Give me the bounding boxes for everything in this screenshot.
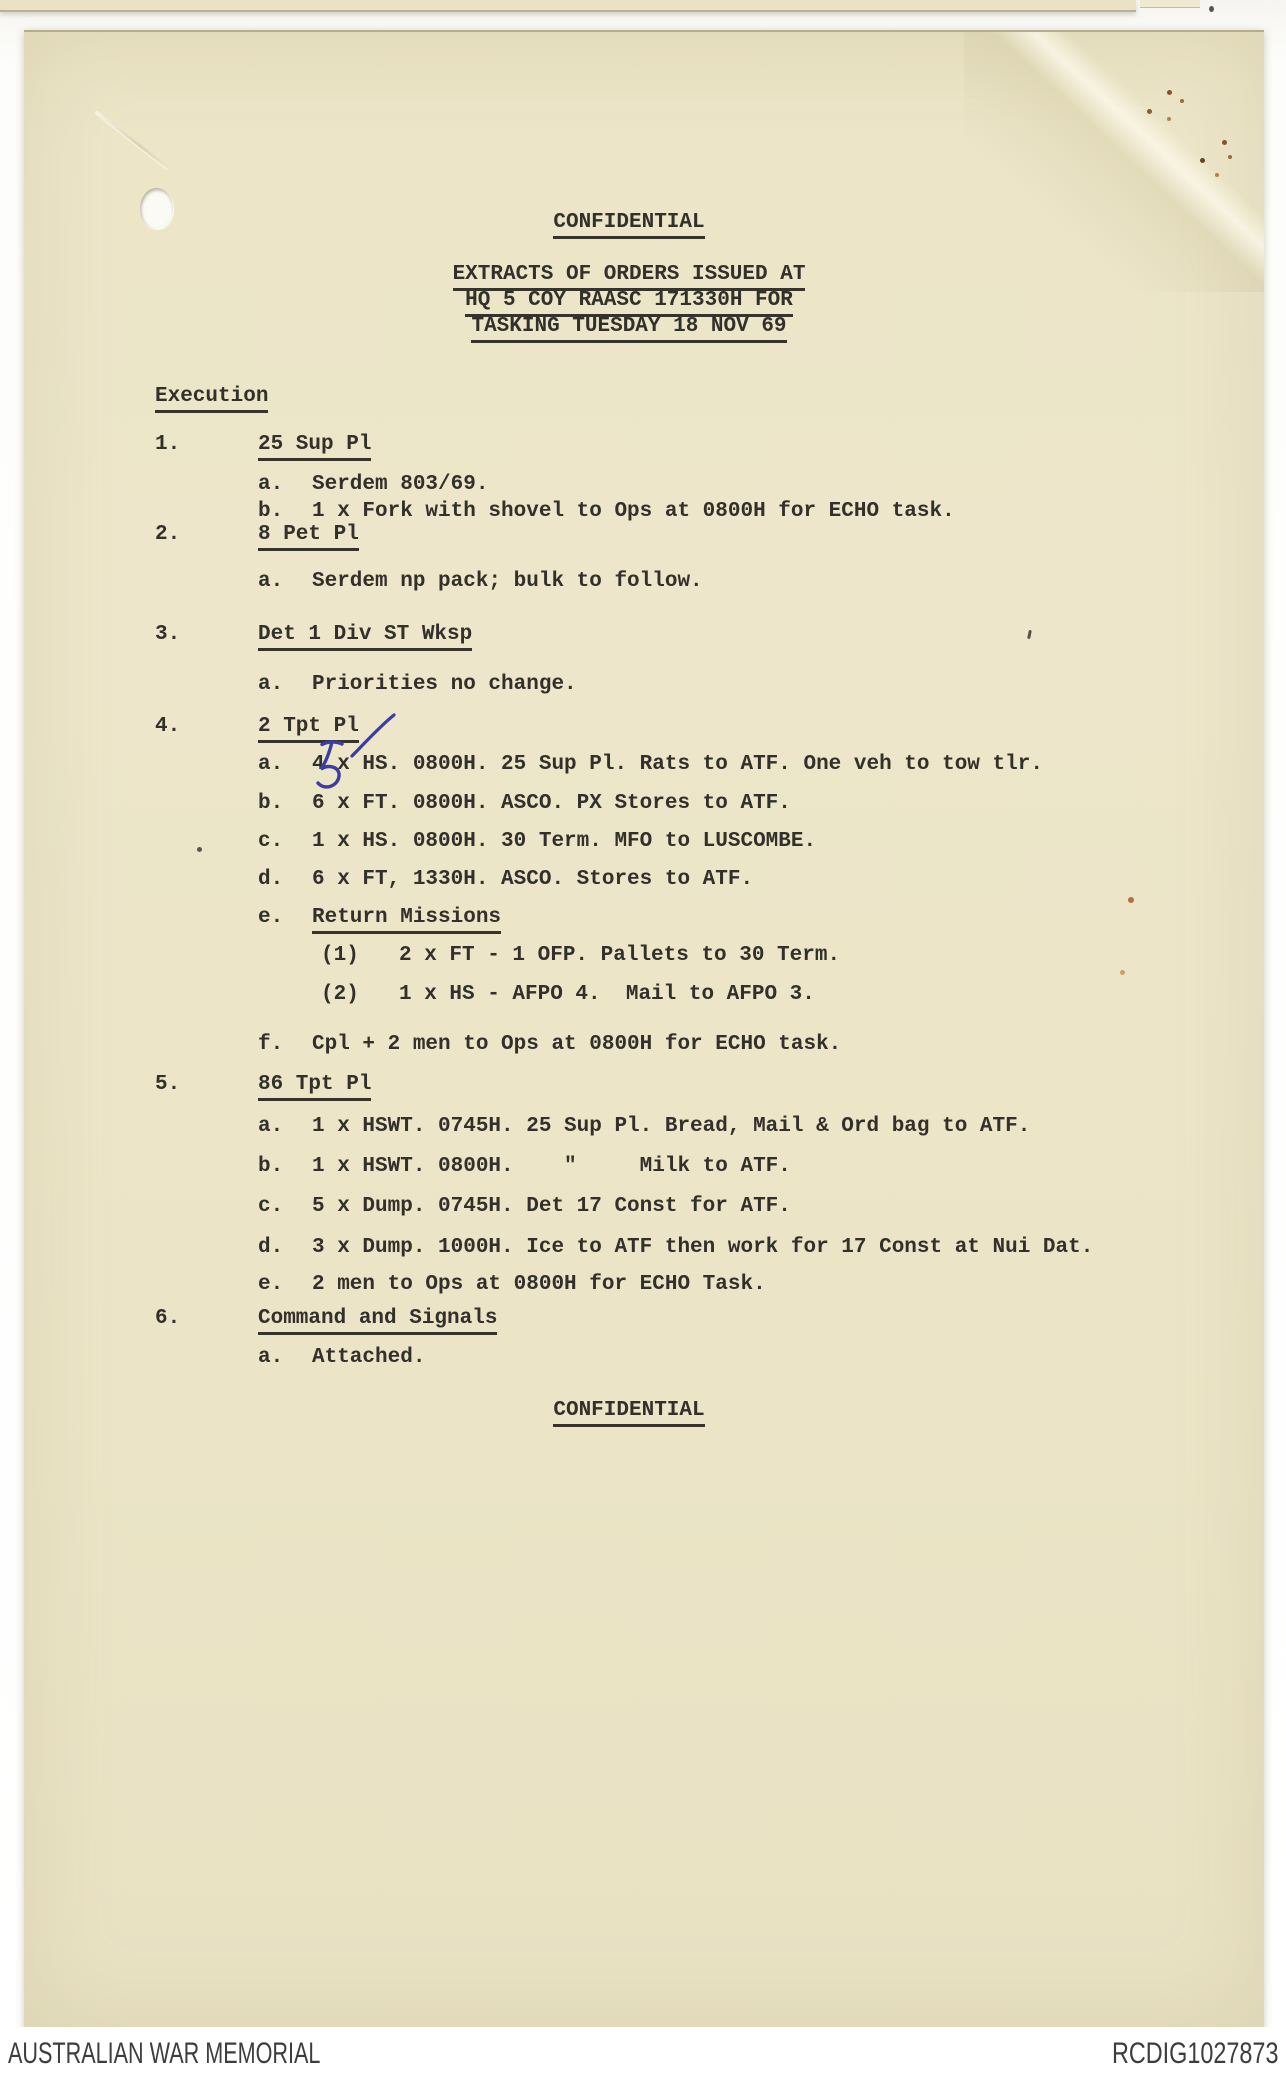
section-2-heading (155, 522, 359, 547)
item-5c: c. 5 x Dump. 0745H. Det 17 Const for ATF. (258, 1195, 791, 1218)
document-footer-classification (394, 1398, 864, 1438)
stray-type-dot (197, 847, 202, 852)
classification-text: CONFIDENTIAL (553, 211, 704, 239)
section-title: Command and Signals (258, 1307, 497, 1335)
paper-speck (1209, 6, 1214, 12)
item-4e2: (2) 1 x HS - AFPO 4. Mail to AFPO 3. (321, 983, 815, 1006)
paper-speck (1147, 109, 1152, 114)
item-5d: d. 3 x Dump. 1000H. Ice to ATF then work for 17 Const at Nui Dat. (258, 1236, 1094, 1259)
stray-pen-mark (1027, 630, 1032, 639)
item-4a: a. 4 x HS. 0800H. 25 Sup Pl. Rats to ATF. One veh to tow tlr. (258, 753, 1043, 776)
paper-speck (1167, 117, 1171, 121)
paper-speck (1167, 90, 1172, 95)
section-number: 5. (155, 1073, 181, 1096)
item-1a: a. Serdem 803/69. (258, 473, 489, 496)
title-line-2: HQ 5 COY RAASC 171330H FOR (394, 288, 864, 313)
classification-banner-top (394, 210, 864, 235)
paper-speck (1128, 897, 1134, 903)
paper-fold-crease (964, 32, 1264, 292)
item-4c: c. 1 x HS. 0800H. 30 Term. MFO to LUSCOMBE. (258, 830, 817, 853)
paper-speck (1222, 140, 1227, 145)
item-4d: d. 6 x FT, 1330H. ASCO. Stores to ATF. (258, 868, 754, 891)
paper-speck (1215, 173, 1219, 177)
item-4e1: (1) 2 x FT - 1 OFP. Pallets to 30 Term. (321, 944, 841, 967)
section-number: 2. (155, 523, 181, 546)
item-5b: b. 1 x HSWT. 0800H. " Milk to ATF. (258, 1155, 791, 1178)
item-1b: b. 1 x Fork with shovel to Ops at 0800H for ECHO task. (258, 500, 955, 523)
title-line-3: TASKING TUESDAY 18 NOV 69 (394, 314, 864, 339)
section-6-heading (155, 1306, 497, 1331)
item-2a: a. Serdem np pack; bulk to follow. (258, 570, 703, 593)
section-title: 8 Pet Pl (258, 523, 359, 551)
item-5e: e. 2 men to Ops at 0800H for ECHO Task. (258, 1273, 766, 1296)
paper-speck (1180, 99, 1184, 103)
item-4f: f. Cpl + 2 men to Ops at 0800H for ECHO task. (258, 1033, 842, 1056)
execution-heading: Execution (155, 384, 268, 409)
classification-text: CONFIDENTIAL (553, 1399, 704, 1427)
paper-speck (1200, 158, 1205, 163)
section-4-heading (155, 714, 359, 739)
item-6a: a. Attached. (258, 1346, 426, 1369)
section-title: Det 1 Div ST Wksp (258, 623, 472, 651)
paper-speck (1120, 970, 1125, 975)
item-4b: b. 6 x FT. 0800H. ASCO. PX Stores to ATF. (258, 792, 791, 815)
archive-record-id: RCDIG1027873 (1111, 2037, 1278, 2070)
section-1-heading (155, 432, 371, 457)
section-number: 3. (155, 623, 181, 646)
section-title: 86 Tpt Pl (258, 1073, 371, 1101)
section-title: 2 Tpt Pl (258, 715, 359, 743)
archive-footer-bar (0, 2027, 1286, 2081)
archive-name-label: AUSTRALIAN WAR MEMORIAL (8, 2037, 321, 2070)
section-5-heading (155, 1072, 371, 1097)
hole-punch (140, 188, 173, 229)
item-4e-return-missions: e. Return Missions (258, 905, 501, 930)
section-title: 25 Sup Pl (258, 433, 371, 461)
item-5a: a. 1 x HSWT. 0745H. 25 Sup Pl. Bread, Mail & Ord bag to ATF. (258, 1115, 1031, 1138)
document-page (24, 30, 1264, 2029)
adjacent-page-edge (0, 0, 1136, 12)
section-number: 4. (155, 715, 181, 738)
section-3-heading (155, 622, 472, 647)
item-3a: a. Priorities no change. (258, 673, 577, 696)
section-number: 1. (155, 433, 181, 456)
adjacent-page-edge-fragment (1140, 0, 1200, 8)
paper-speck (1228, 155, 1232, 159)
title-line-1: EXTRACTS OF ORDERS ISSUED AT (394, 262, 864, 287)
paper-scratch-mark (95, 110, 169, 169)
classification-banner-bottom (394, 1398, 864, 1423)
section-number: 6. (155, 1307, 181, 1330)
